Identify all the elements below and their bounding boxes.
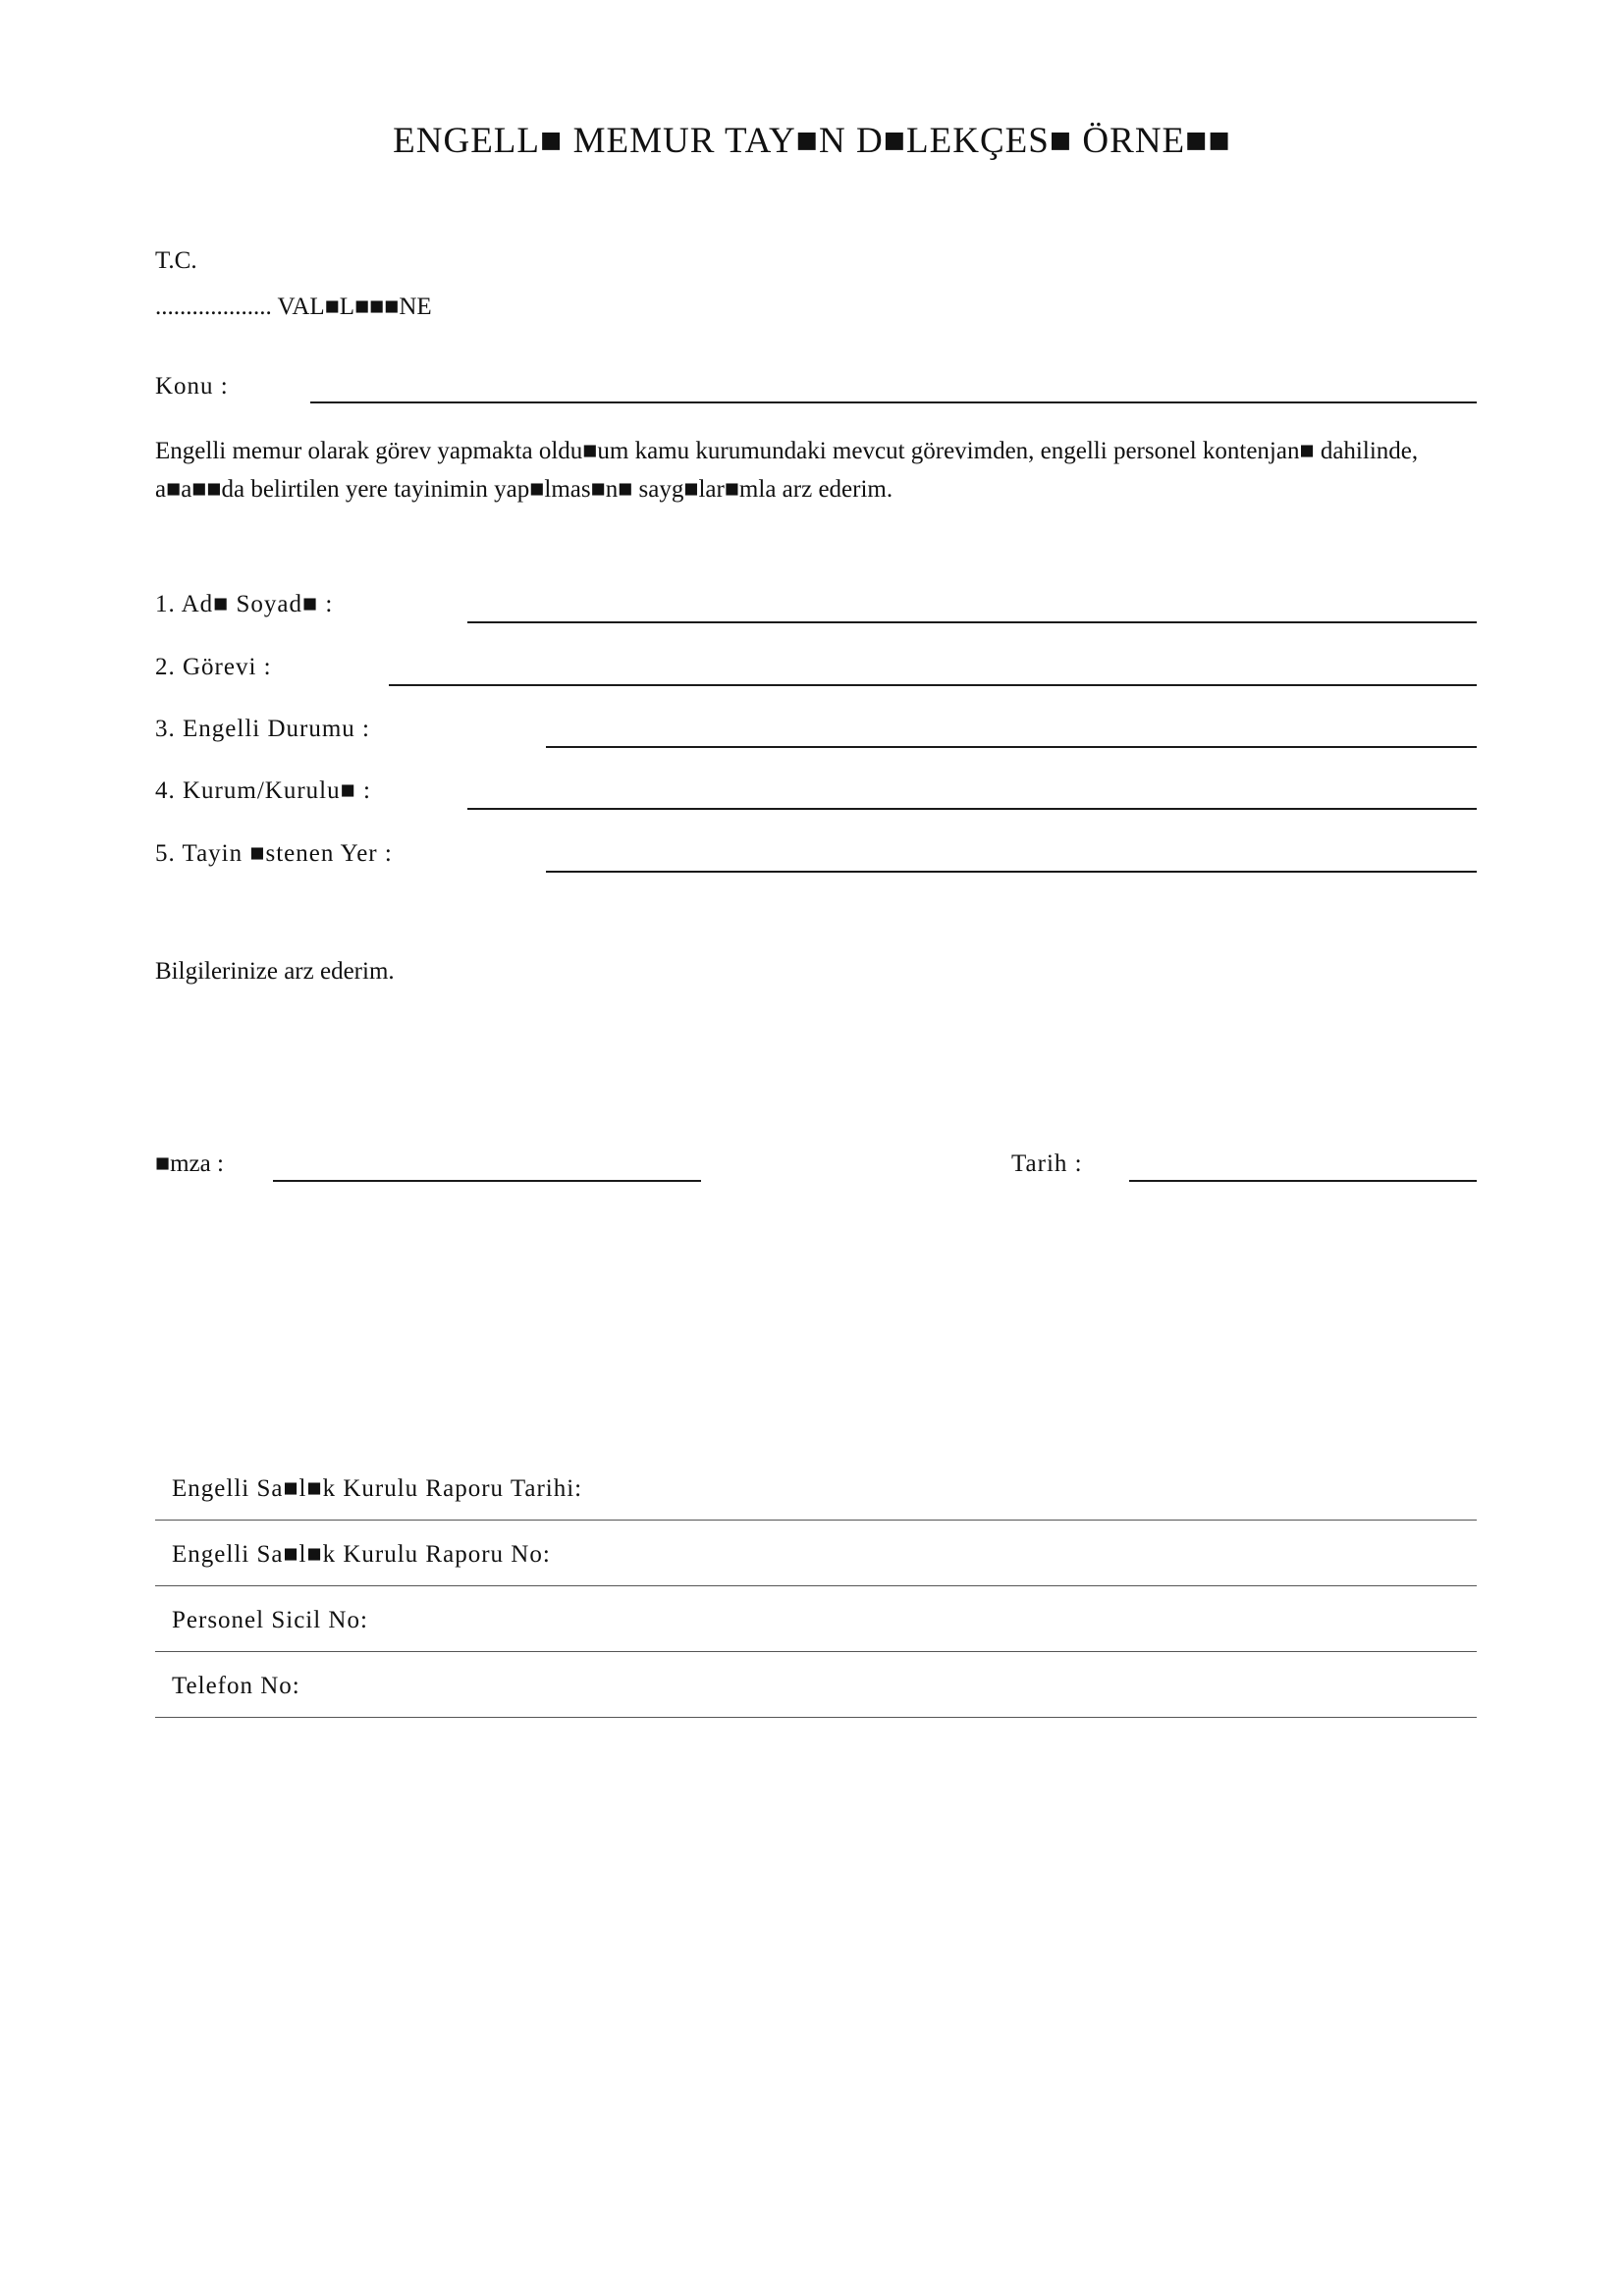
info-row-divider [155, 1585, 1477, 1586]
info-row-divider [155, 1520, 1477, 1521]
field-label-requested-place: 5. Tayin ■stenen Yer : [155, 840, 393, 867]
signature-line[interactable] [273, 1180, 701, 1182]
field-line-requested-place[interactable] [546, 871, 1477, 873]
info-row-divider [155, 1651, 1477, 1652]
info-row-divider [155, 1717, 1477, 1718]
closing-text: Bilgilerinize arz ederim. [155, 958, 395, 985]
signature-label: ■mza : [155, 1150, 224, 1177]
field-line-institution[interactable] [467, 808, 1477, 810]
body-paragraph: Engelli memur olarak görev yapmakta oldu■um kamu kurumundaki mevcut görevimden, engelli personel kontenjan■ dahilinde, a■a■■da belirtilen yere tayinimin yap■lmas■n■ sayg■lar■mla arz ederim. [155, 438, 1419, 503]
field-label-disability: 3. Engelli Durumu : [155, 716, 370, 742]
date-label: Tarih : [1011, 1150, 1083, 1177]
info-registry-no-label: Personel Sicil No: [172, 1607, 368, 1633]
date-line[interactable] [1129, 1180, 1477, 1182]
info-phone-label: Telefon No: [172, 1673, 300, 1699]
field-label-institution: 4. Kurum/Kurulu■ : [155, 777, 371, 804]
document-title: ENGELL■ MEMUR TAY■N D■LEKÇES■ ÖRNE■■ [393, 121, 1231, 161]
info-report-no-label: Engelli Sa■l■k Kurulu Raporu No: [172, 1541, 551, 1568]
field-line-position[interactable] [389, 684, 1477, 686]
addressee: ................... VAL■L■■■NE [155, 294, 432, 320]
field-line-disability[interactable] [546, 746, 1477, 748]
subject-line[interactable] [310, 401, 1477, 403]
info-report-date-label: Engelli Sa■l■k Kurulu Raporu Tarihi: [172, 1475, 583, 1502]
field-line-name[interactable] [467, 621, 1477, 623]
tc-header: T.C. [155, 247, 197, 274]
field-label-position: 2. Görevi : [155, 654, 272, 680]
field-label-name: 1. Ad■ Soyad■ : [155, 591, 334, 617]
subject-label: Konu : [155, 373, 229, 400]
